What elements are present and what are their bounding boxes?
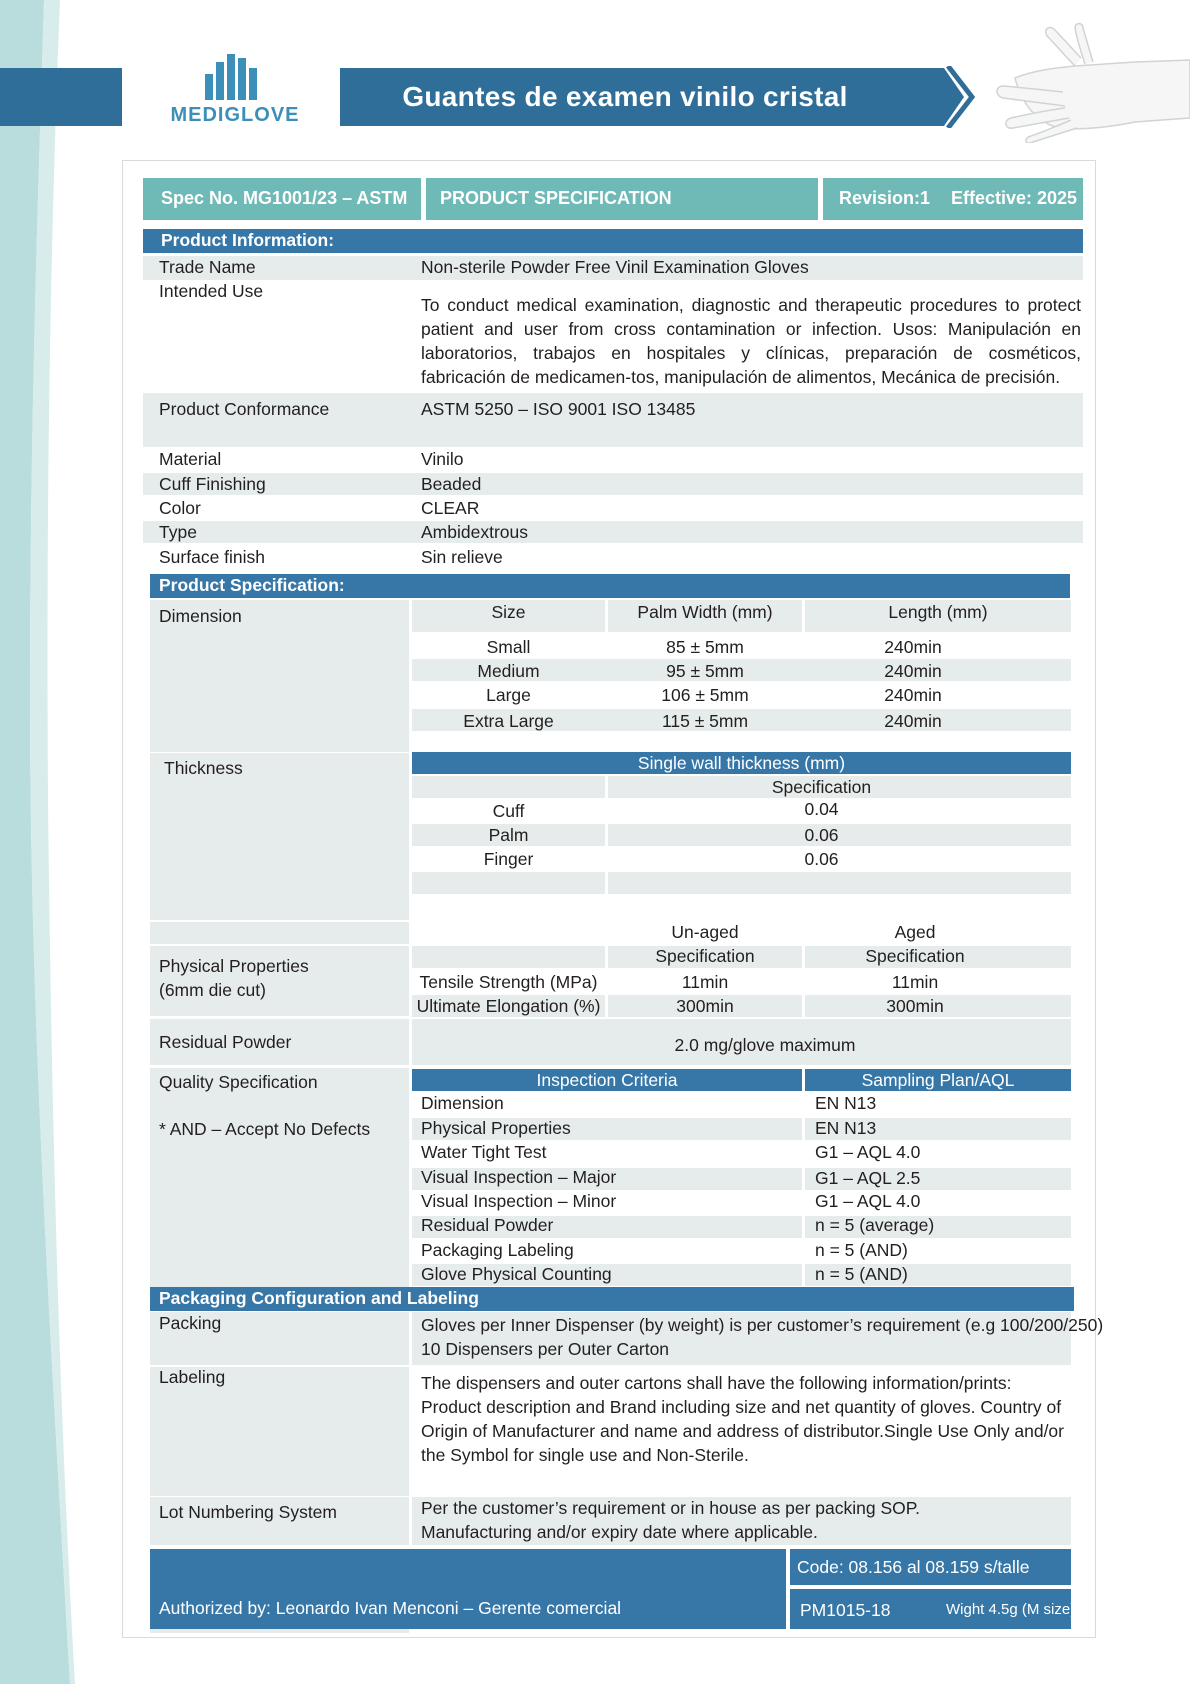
row-shade (608, 872, 1071, 894)
surface-label: Surface finish (159, 547, 266, 567)
labeling-text: The dispensers and outer cartons shall have the following information/prints: Product description and Brand including size and net quantity of gloves. Country of Origin of Manufacturer and name and address of distributor.Single Use Only and/or the Symbol for single use and Non-Sterile. (421, 1373, 1064, 1465)
criteria-cell: Glove Physical Counting (421, 1264, 612, 1284)
surface-value: Sin relieve (421, 547, 503, 567)
sampling-cell: n = 5 (average) (815, 1215, 935, 1235)
criteria-cell: Dimension (421, 1093, 504, 1113)
packaging-heading: Packaging Configuration and Labeling (150, 1287, 1074, 1311)
effective-date: Effective: 2025 (951, 188, 1078, 208)
palm-cell: 115 ± 5mm (661, 711, 749, 731)
intended-use-value: To conduct medical examination, diagnostic and therapeutic procedures to protect patient and user from cross contamination or infection. Usos: Manipulación en laboratorios, trabajos en hospitales y clínicas, preparación de cosméticos, fabricación de medicamen-tos, manipulación de alimentos, Mecánica de precisión. (421, 295, 1081, 387)
length-cell: 240min (884, 637, 942, 657)
property-name: Tensile Strength (MPa) (419, 972, 598, 992)
unaged-spec-header: Specification (655, 946, 755, 966)
thickness-part: Finger (483, 849, 534, 869)
labeling-label: Labeling (159, 1367, 226, 1387)
quality-label: Quality Specification (159, 1072, 318, 1092)
criteria-cell: Visual Inspection – Major (421, 1167, 617, 1187)
size-cell: Extra Large (463, 711, 554, 731)
revision: Revision:1 (839, 188, 931, 208)
packing-line-2: 10 Dispensers per Outer Carton (421, 1339, 670, 1359)
glove-image (985, 18, 1190, 143)
company-logo (155, 48, 315, 128)
product-information-heading: Product Information: (143, 229, 1083, 253)
unaged-label: Un-aged (671, 922, 739, 942)
product-code: Code: 08.156 al 08.159 s/talle (797, 1557, 1030, 1577)
length-cell: 240min (884, 711, 942, 731)
revision-block (823, 178, 1083, 220)
aged-value: 11min (891, 972, 939, 992)
document-type: PRODUCT SPECIFICATION (426, 178, 818, 220)
intended-use-label: Intended Use (159, 281, 264, 301)
physical-label-1: Physical Properties (159, 956, 309, 976)
product-specification-heading: Product Specification: (150, 574, 1070, 598)
dimension-header-size: Size (491, 602, 526, 622)
lot-line-1: Per the customer’s requirement or in house as per packing SOP. (421, 1498, 921, 1518)
property-name: Ultimate Elongation (%) (416, 996, 601, 1016)
dimension-label: Dimension (159, 606, 242, 626)
logo-bars-icon (205, 52, 265, 100)
header-shade (412, 946, 605, 968)
criteria-cell: Packaging Labeling (421, 1240, 574, 1260)
color-label: Color (159, 498, 201, 518)
sampling-cell: n = 5 (AND) (815, 1240, 908, 1260)
criteria-cell: Visual Inspection – Minor (421, 1191, 617, 1211)
thickness-part: Cuff (492, 801, 525, 821)
residual-label: Residual Powder (159, 1032, 292, 1052)
physical-label-2: (6mm die cut) (159, 980, 266, 1000)
spec-number: Spec No. MG1001/23 – ASTM (143, 178, 421, 220)
aged-label: Aged (894, 922, 936, 942)
thickness-part: Palm (488, 825, 529, 845)
footer-code-block (790, 1549, 1071, 1585)
trade-name-label: Trade Name (159, 257, 256, 277)
cuff-label: Cuff Finishing (159, 474, 266, 494)
criteria-cell: Water Tight Test (421, 1142, 547, 1162)
sampling-cell: EN N13 (815, 1093, 877, 1113)
page-title: Guantes de examen vinilo cristal (402, 81, 848, 112)
size-cell: Small (486, 637, 531, 657)
quality-header-sampling: Sampling Plan/AQL (805, 1069, 1071, 1091)
thickness-title: Single wall thickness (mm) (412, 752, 1071, 774)
lot-line-2: Manufacturing and/or expiry date where applicable. (421, 1522, 818, 1542)
thickness-spec-header: Specification (771, 777, 872, 797)
pm-number: PM1015-18 (800, 1600, 891, 1620)
sampling-cell: G1 – AQL 4.0 (815, 1142, 921, 1162)
size-cell: Medium (477, 661, 540, 681)
label-column-shade (150, 1068, 409, 1288)
footer-shade (150, 1629, 409, 1633)
label-column-shade (150, 922, 409, 944)
material-value: Vinilo (421, 449, 464, 469)
length-cell: 240min (884, 661, 942, 681)
sampling-cell: G1 – AQL 4.0 (815, 1191, 921, 1211)
dimension-header-length: Length (mm) (888, 602, 988, 622)
packing-line-1: Gloves per Inner Dispenser (by weight) is per customer’s requirement (e.g 100/200/250) (421, 1315, 1104, 1335)
type-label: Type (159, 522, 197, 542)
type-value: Ambidextrous (421, 522, 528, 542)
cuff-value: Beaded (421, 474, 482, 494)
lot-label: Lot Numbering System (159, 1502, 337, 1522)
trade-name-value: Non-sterile Powder Free Vinil Examination Gloves (421, 257, 809, 277)
aged-spec-header: Specification (865, 946, 965, 966)
conformance-value: ASTM 5250 – ISO 9001 ISO 13485 (421, 399, 696, 419)
logo-text: MEDIGLOVE (170, 104, 300, 126)
unaged-value: 300min (676, 996, 734, 1016)
row-shade (143, 473, 1083, 495)
sampling-cell: n = 5 (AND) (815, 1264, 908, 1284)
quality-header-criteria: Inspection Criteria (412, 1069, 802, 1091)
header-band-left (0, 68, 122, 126)
dimension-header-palm: Palm Width (mm) (637, 602, 773, 622)
decorative-swoosh (0, 0, 75, 1684)
length-cell: 240min (884, 685, 942, 705)
sampling-cell: G1 – AQL 2.5 (815, 1168, 921, 1188)
color-value: CLEAR (421, 498, 480, 518)
criteria-cell: Residual Powder (421, 1215, 554, 1235)
authorized-by: Authorized by: Leonardo Ivan Menconi – Gerente comercial (159, 1598, 622, 1618)
row-shade (143, 521, 1083, 543)
material-label: Material (159, 449, 222, 469)
sampling-cell: EN N13 (815, 1118, 877, 1138)
packing-label: Packing (159, 1313, 222, 1333)
aged-value: 300min (886, 996, 944, 1016)
footer-pm-block (790, 1589, 1076, 1629)
palm-cell: 85 ± 5mm (666, 637, 744, 657)
unaged-value: 11min (681, 972, 729, 992)
glove-weight: Wight 4.5g (M size) (946, 1601, 1076, 1618)
thickness-label: Thickness (164, 758, 243, 778)
thickness-value: 0.04 (804, 799, 839, 819)
palm-cell: 106 ± 5mm (661, 685, 749, 705)
thickness-value: 0.06 (804, 825, 839, 845)
size-cell: Large (486, 685, 531, 705)
thickness-value: 0.06 (804, 849, 839, 869)
header-shade (412, 776, 605, 798)
criteria-cell: Physical Properties (421, 1118, 571, 1138)
residual-value: 2.0 mg/glove maximum (674, 1035, 856, 1055)
row-shade (412, 872, 605, 894)
conformance-label: Product Conformance (159, 399, 330, 419)
palm-cell: 95 ± 5mm (666, 661, 744, 681)
quality-note: * AND – Accept No Defects (159, 1119, 371, 1139)
footer-authorized-block (150, 1549, 786, 1629)
